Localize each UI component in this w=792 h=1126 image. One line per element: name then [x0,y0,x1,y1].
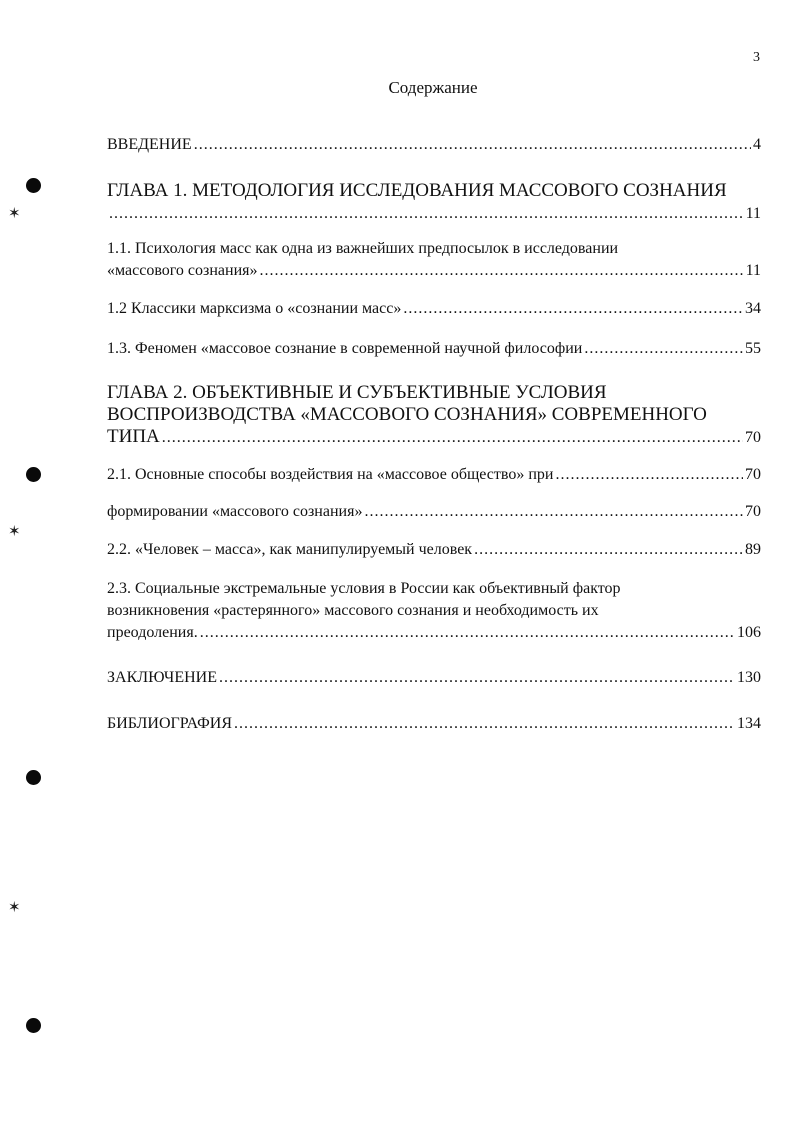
dot-leader [219,669,735,687]
toc-section-2-2[interactable] [107,541,761,559]
toc-entry-label: 1.3. Феномен «массовое сознание в современной научной философии [107,340,583,357]
toc-entry-conclusion[interactable] [107,669,761,687]
toc-entry-introduction[interactable] [107,136,761,154]
toc-entry-page: 4 [753,136,761,153]
toc-entry-page: 11 [745,205,761,222]
toc-entry-page: 55 [745,340,761,357]
page-title: Содержание [388,78,478,97]
toc-entry-page: 34 [745,300,761,317]
toc-entry-label: 2.2. «Человек – масса», как манипулируемый человек [107,541,473,558]
toc-section-1-3[interactable] [107,340,761,358]
dot-leader [474,541,743,559]
toc-entry-label: ВВЕДЕНИЕ [107,136,192,153]
binder-hole [26,770,41,785]
toc-chapter-2-line1[interactable]: ГЛАВА 2. ОБЪЕКТИВНЫЕ И СУБЪЕКТИВНЫЕ УСЛОВИЯ [107,382,607,403]
toc-section-2-1-continued[interactable] [107,503,761,521]
toc-chapter-1-heading[interactable]: ГЛАВА 1. МЕТОДОЛОГИЯ ИССЛЕДОВАНИЯ МАССОВОГО СОЗНАНИЯ [107,180,727,201]
dot-leader [200,624,735,642]
toc-entry-page: 130 [737,669,761,686]
toc-section-2-3[interactable] [107,624,761,642]
dot-leader [364,503,743,521]
dot-leader [555,466,743,484]
scan-speck: ✶ [8,524,21,540]
toc-entry-label: 2.1. Основные способы воздействия на «массовое общество» при [107,466,554,483]
toc-chapter-1-leader-line [107,205,761,223]
toc-entry-page: 70 [745,503,761,520]
page-number: 3 [753,50,760,65]
toc-entry-label: БИБЛИОГРАФИЯ [107,715,233,732]
toc-section-2-1[interactable] [107,466,761,484]
dot-leader [109,205,744,223]
scan-speck: ✶ [8,206,21,222]
toc-entry-label: ЗАКЛЮЧЕНИЕ [107,669,217,686]
binder-hole [26,467,41,482]
dot-leader [194,136,751,154]
toc-chapter-2-line2[interactable]: ВОСПРОИЗВОДСТВА «МАССОВОГО СОЗНАНИЯ» СОВРЕМЕННОГО [107,404,707,425]
dot-leader [403,300,743,318]
dot-leader [162,429,743,447]
toc-entry-page: 89 [745,541,761,558]
toc-entry-label: формировании «массового сознания» [107,503,363,520]
scan-speck: ✶ [8,900,21,916]
toc-entry-label: преодоления. [107,624,198,641]
dot-leader [260,262,744,280]
toc-entry-page: 70 [745,466,761,483]
toc-section-1-1[interactable] [107,262,761,280]
dot-leader [234,715,735,733]
toc-entry-page: 106 [737,624,761,641]
toc-section-1-1-line1[interactable]: 1.1. Психология масс как одна из важнейших предпосылок в исследовании [107,240,619,257]
toc-section-2-3-line2[interactable]: возникновения «растерянного» массового сознания и необходимость их [107,602,599,619]
toc-entry-label: ТИПА [107,426,160,447]
binder-hole [26,1018,41,1033]
toc-entry-page: 134 [737,715,761,732]
toc-entry-page: 11 [745,262,761,279]
toc-chapter-2[interactable] [107,426,761,448]
toc-entry-bibliography[interactable] [107,715,761,733]
toc-entry-label: 1.2 Классики марксизма о «сознании масс» [107,300,402,317]
toc-entry-label: «массового сознания» [107,262,258,279]
toc-entry-page: 70 [745,429,761,446]
toc-section-1-2[interactable] [107,300,761,318]
dot-leader [584,340,743,358]
binder-hole [26,178,41,193]
toc-section-2-3-line1[interactable]: 2.3. Социальные экстремальные условия в России как объективный фактор [107,580,621,597]
